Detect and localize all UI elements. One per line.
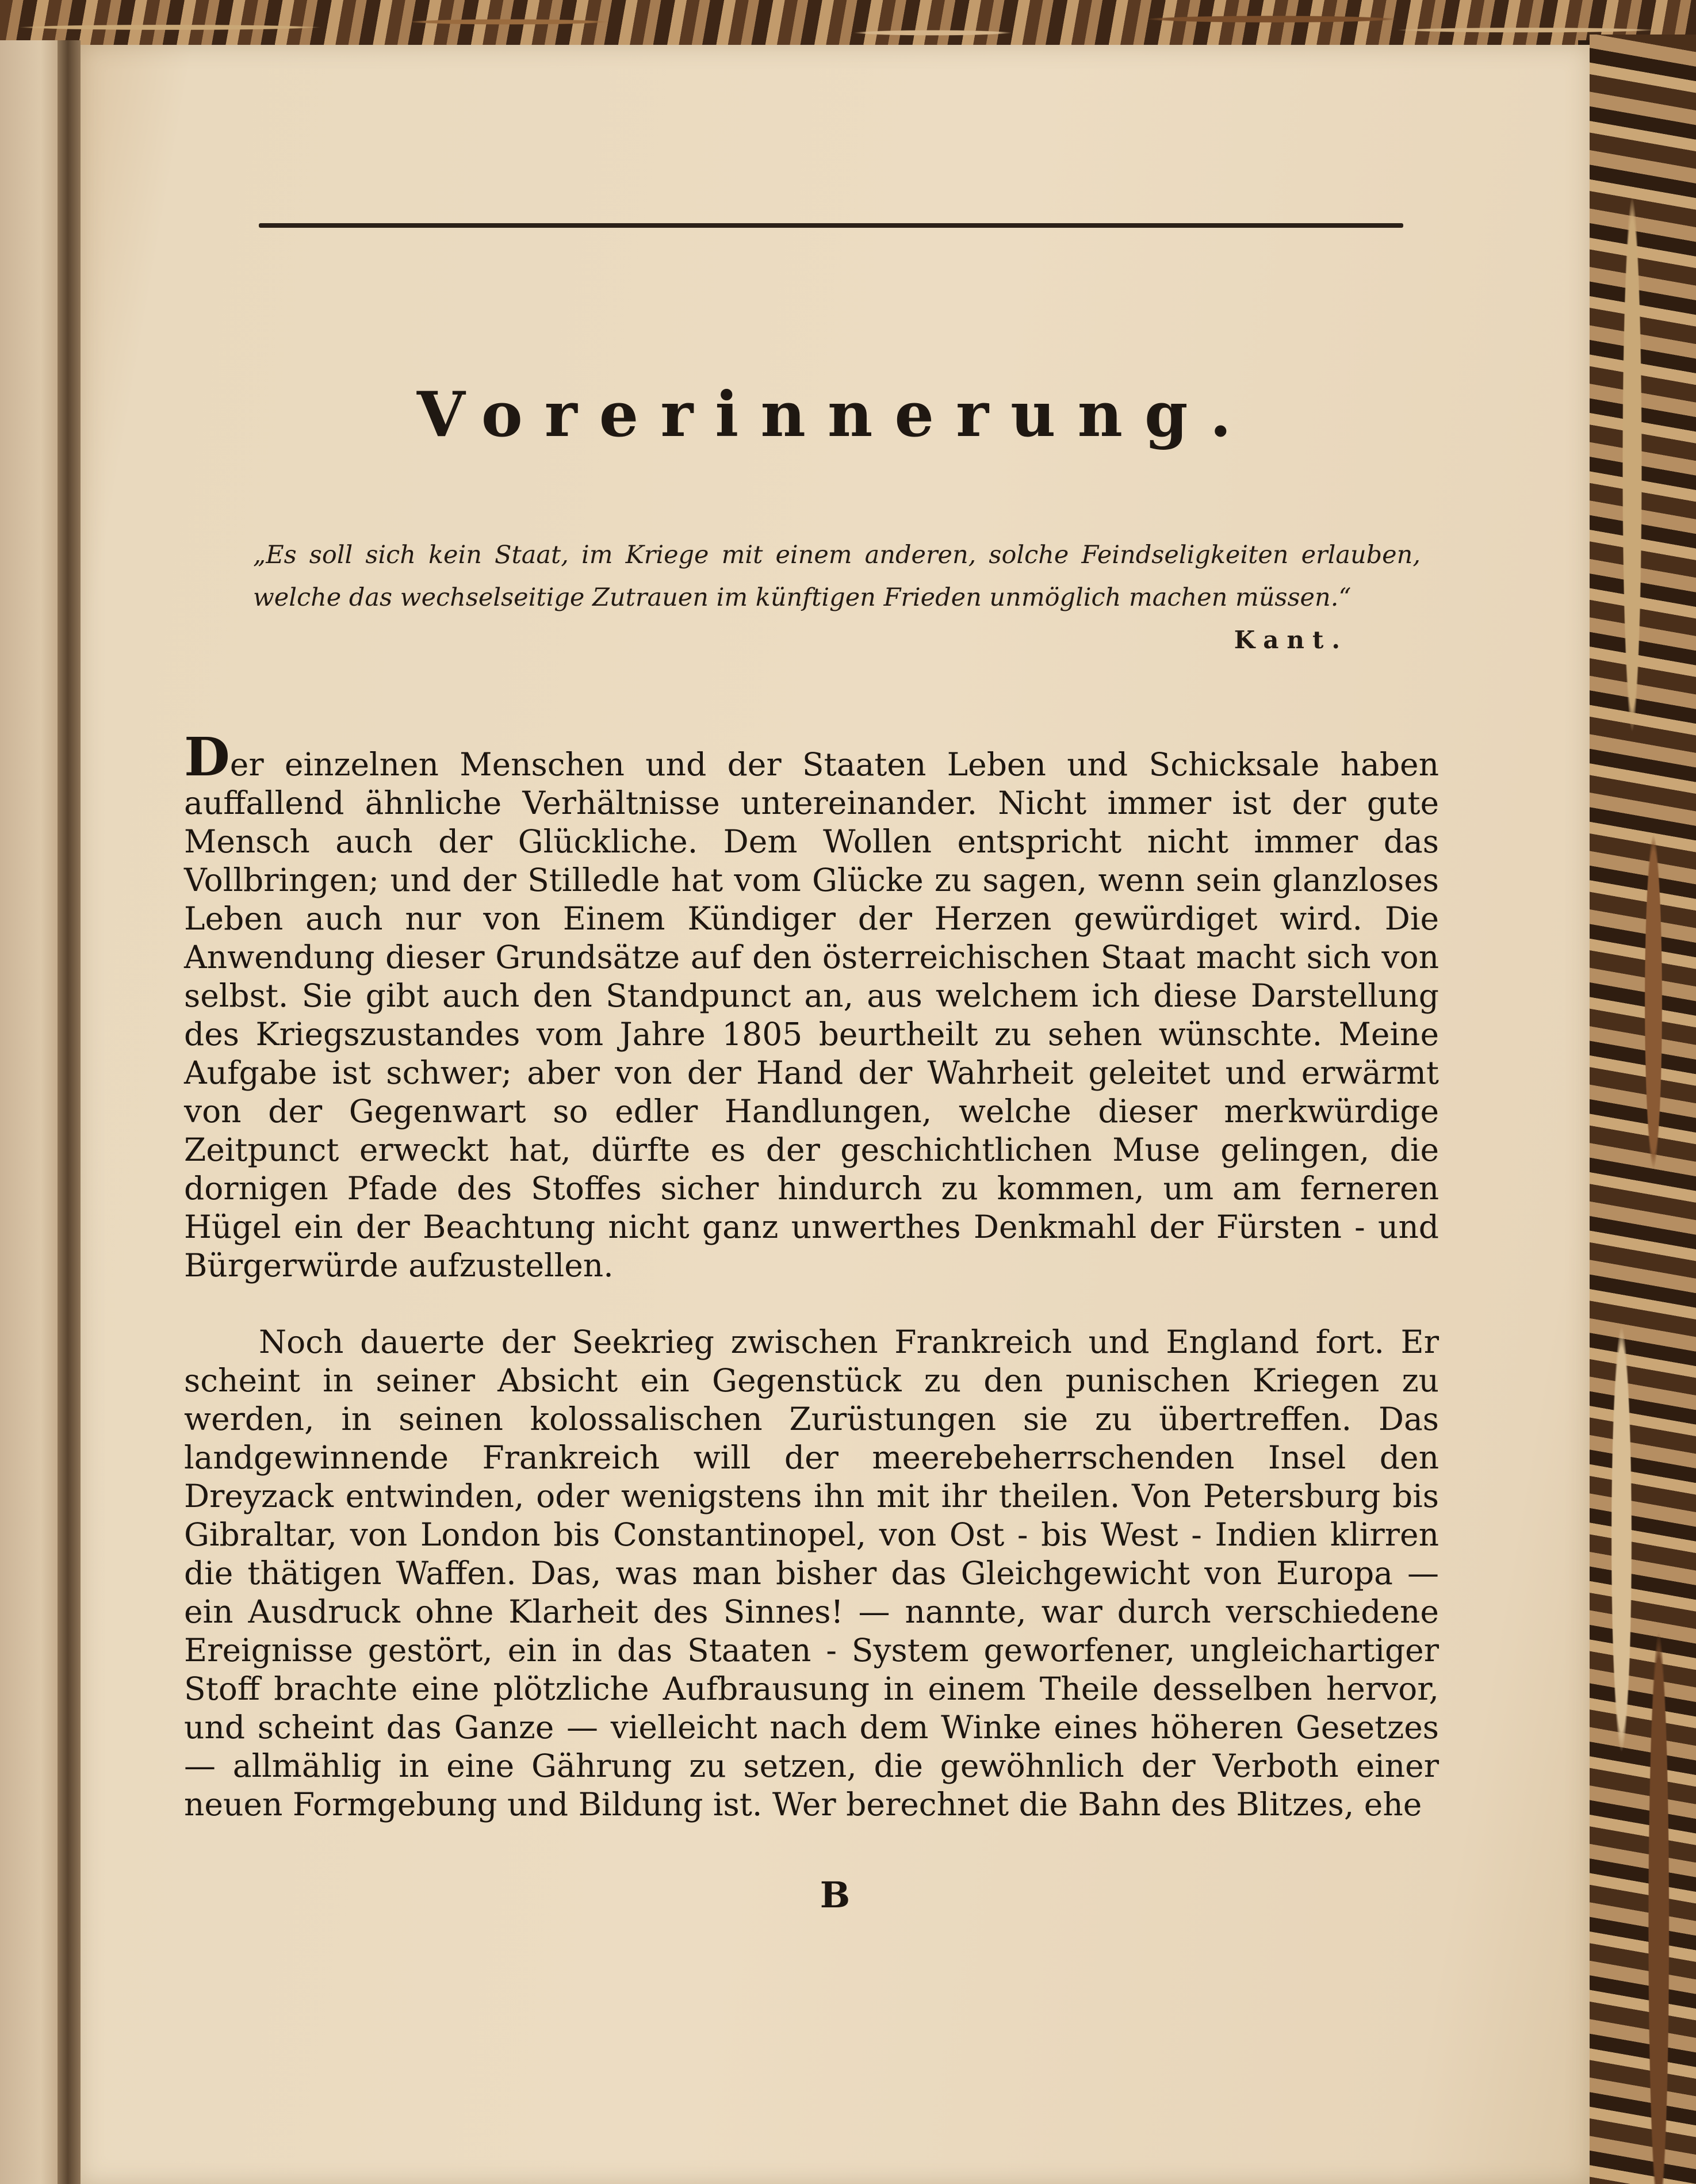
header-rule [259, 223, 1403, 228]
book-page [81, 45, 1590, 2184]
drop-cap: D [184, 726, 230, 788]
page-heading: Vorerinnerung. [416, 378, 1254, 451]
paragraph-1-text: er einzelnen Menschen und der Staaten Leben und Schicksale haben auffallend ähnliche Verhältnisse untereinander. Nicht immer ist der gute Mensch auch der Glückliche. Dem Wollen entspricht nicht immer das Vollbringen; und der Stilledle hat vom Glücke zu sagen, wenn sein glanzloses Leben auch nur von Einem Kündiger der Herzen gewürdiget wird. Die Anwendung dieser Grundsätze auf den österreichischen Staat macht sich von selbst. Sie gibt auch den Standpunct an, aus welchem ich diese Darstellung des Kriegszustandes vom Jahre 1805 beurtheilt zu sehen wünschte. Meine Aufgabe ist schwer; aber von der Hand der Wahrheit geleitet und erwärmt von der Gegenwart so edler Handlungen, welche dieser merkwürdige Zeitpunct erweckt hat, dürfte es der geschichtlichen Muse gelingen, die dornigen Pfade des Stoffes sicher hindurch zu kommen, um am ferneren Hügel ein der Beachtung nicht ganz unwerthes Denkmahl der Fürsten - und Bürgerwürde aufzustellen. [184, 746, 1439, 1284]
signature-mark: B [820, 1874, 851, 1916]
motto-author: Kant. [1234, 626, 1348, 654]
book-cover-edge [1590, 35, 1696, 2184]
paragraph-1 [184, 726, 1439, 1285]
motto-quote: „Es soll sich kein Staat, im Kriege mit einem anderen, solche Feindseligkeiten erlauben, welche das wechselseitige Zutrauen im künftigen Frieden unmöglich machen müssen.“ [253, 541, 1421, 612]
paragraph-2: Noch dauerte der Seekrieg zwischen Frankreich und England fort. Er scheint in seiner Absicht ein Gegenstück zu den punischen Kriegen zu werden, in seinen kolossalischen Zurüstungen sie zu übertreffen. Das landgewinnende Frankreich will der meerebeherrschenden Insel den Dreyzack entwinden, oder wenigstens ihn mit ihr theilen. Von Petersburg bis Gibraltar, von London bis Constantinopel, von Ost - bis West - Indien klirren die thätigen Waffen. Das, was man bisher das Gleichgewicht von Europa — ein Ausdruck ohne Klarheit des Sinnes! — nannte, war durch verschiedene Ereignisse gestört, ein in das Staaten - System geworfener, ungleichartiger Stoff brachte eine plötzliche Aufbrausung in einem Theile desselben hervor, und scheint das Ganze — vielleicht nach dem Winke eines höheren Gesetzes — allmählig in eine Gährung zu setzen, die gewöhnlich der Verboth einer neuen Formgebung und Bildung ist. Wer berechnet die Bahn des Blitzes, ehe [184, 1324, 1439, 1823]
book-gutter [58, 40, 81, 2184]
